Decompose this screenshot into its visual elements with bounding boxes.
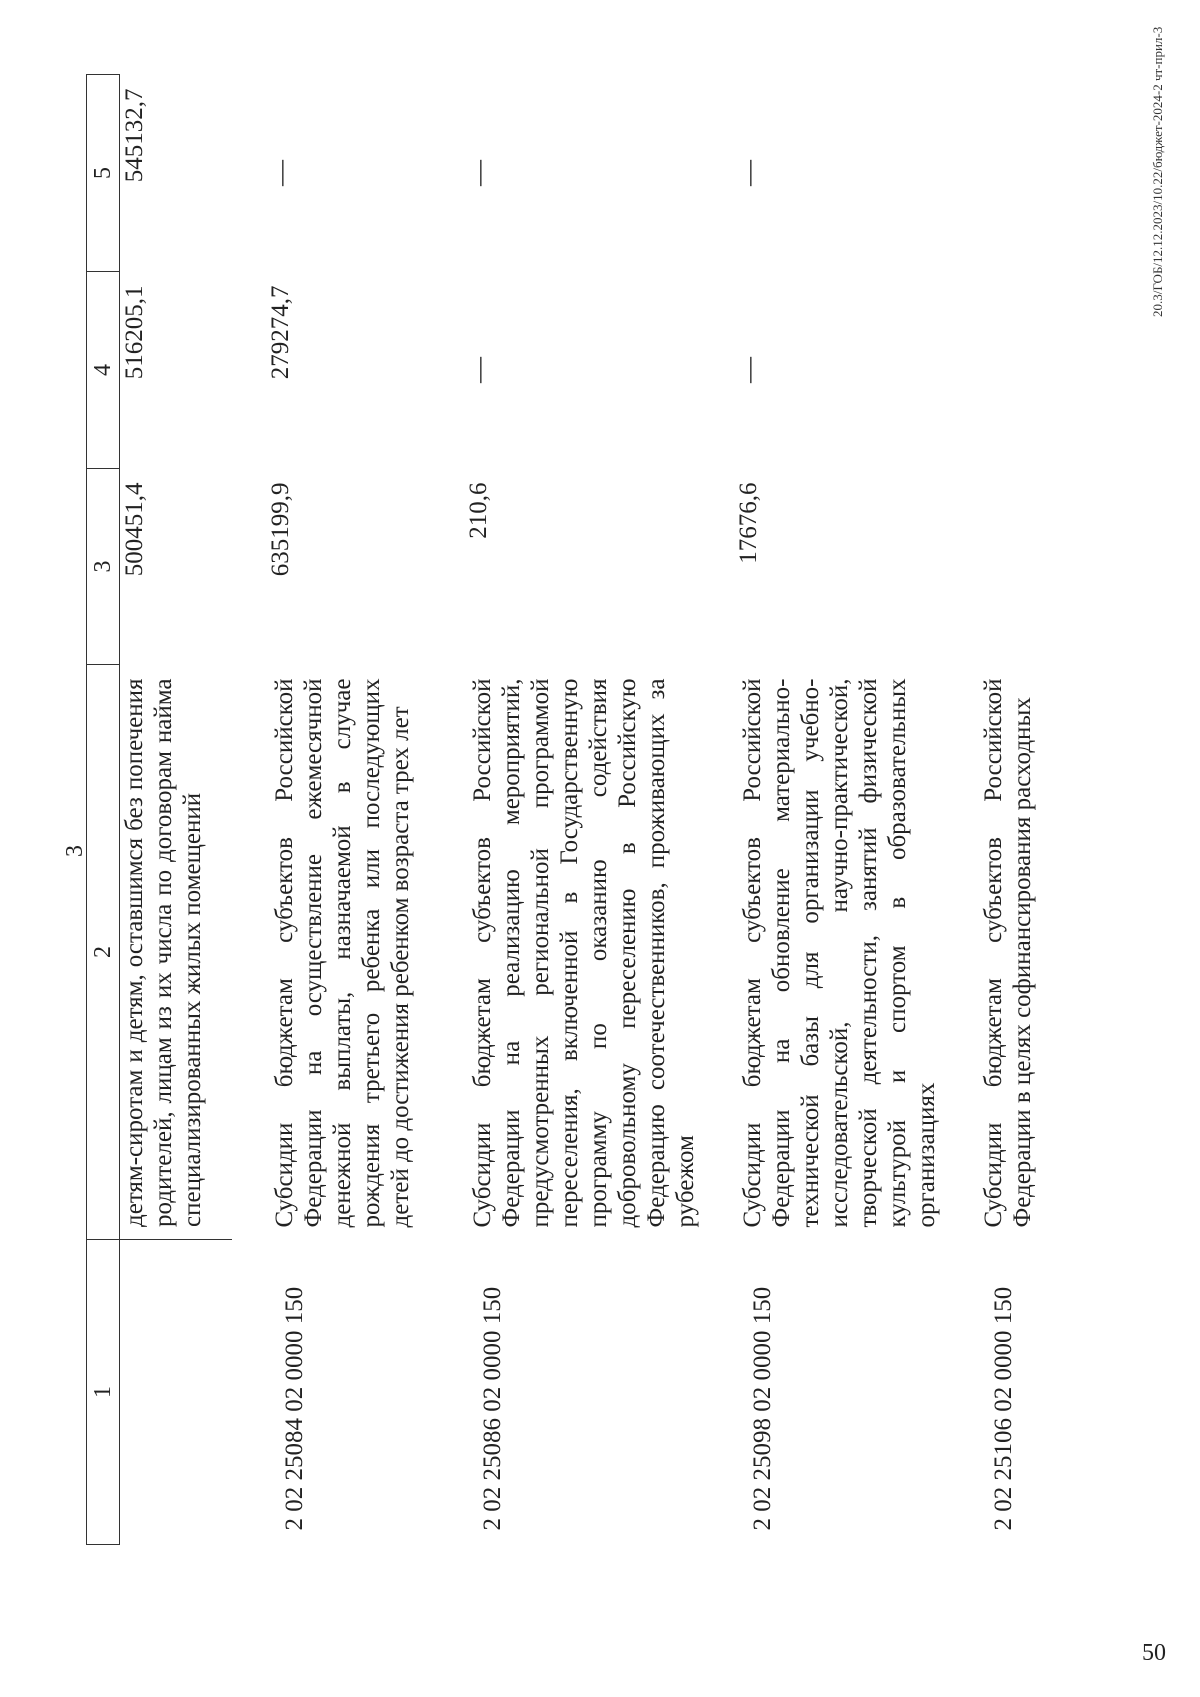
row-value-5: — bbox=[266, 160, 295, 186]
row-value-3 bbox=[975, 469, 1047, 665]
footer-document-code: 20.3/ГОБ/12.12.2023/10.22/бюджет-2024-2 чт-прил-3 bbox=[1150, 26, 1165, 317]
column-header-5: 5 bbox=[87, 75, 120, 272]
column-header-4: 4 bbox=[87, 272, 120, 469]
table-row bbox=[266, 75, 430, 1545]
table-row bbox=[464, 75, 700, 1545]
budget-table bbox=[86, 74, 1047, 1545]
row-value-4: 279274,7 bbox=[267, 285, 294, 380]
row-value-5: — bbox=[464, 160, 493, 186]
row-value-3: 635199,9 bbox=[267, 482, 294, 577]
row-description: Субсидии бюджетам субъектов Российской Федерации на реализацию мероприятий, предусмотренных региональной программой переселения, включенной в Государственную программу по оказанию содействия добровольному переселению в Российскую Федерацию соотечественников, проживающих за рубежом bbox=[469, 678, 699, 1228]
row-value-5 bbox=[975, 75, 1047, 272]
table-row bbox=[975, 75, 1047, 1545]
row-value-3: 210,6 bbox=[465, 482, 492, 539]
row-value-5: — bbox=[734, 160, 763, 186]
column-header-3: 3 bbox=[87, 469, 120, 665]
column-header-1: 1 bbox=[87, 1240, 120, 1545]
column-header-2: 2 bbox=[87, 665, 120, 1240]
row-code bbox=[120, 1240, 233, 1545]
row-description: Субсидии бюджетам субъектов Российской Федерации на осуществление ежемесячной денежной выплаты, назначаемой в случае рождения третьего ребенка или последующих детей до достижения ребенком возраста трех лет bbox=[271, 678, 414, 1228]
row-code: 2 02 25084 02 0000 150 bbox=[281, 1286, 308, 1531]
row-code: 2 02 25086 02 0000 150 bbox=[479, 1286, 506, 1531]
row-value-3: 500451,4 bbox=[121, 482, 148, 577]
row-value-3: 17676,6 bbox=[735, 482, 762, 564]
page-header-number: 3 bbox=[62, 845, 88, 857]
row-code: 2 02 25106 02 0000 150 bbox=[990, 1286, 1017, 1531]
page-number: 50 bbox=[1142, 1640, 1166, 1666]
table-row bbox=[120, 75, 233, 1545]
row-description: Субсидии бюджетам субъектов Российской Федерации на обновление материально-технической базы для организации учебно-исследовательской, научно-практической, творческой деятельности, занятий физической культурой и спортом в образовательных организациях bbox=[739, 678, 940, 1228]
row-value-4: 516205,1 bbox=[121, 285, 148, 380]
row-description: детям-сиротам и детям, оставшимся без попечения родителей, лицам из их числа по договорам найма специализированных жилых помещений bbox=[120, 665, 233, 1240]
row-description: Субсидии бюджетам субъектов Российской Федерации в целях софинансирования расходных bbox=[980, 678, 1036, 1228]
row-code: 2 02 25098 02 0000 150 bbox=[749, 1286, 776, 1531]
row-value-4 bbox=[975, 272, 1047, 469]
table-row bbox=[734, 75, 941, 1545]
row-value-4: — bbox=[464, 357, 493, 383]
table-header-row bbox=[87, 75, 120, 1545]
row-value-4: — bbox=[734, 357, 763, 383]
row-value-5: 545132,7 bbox=[121, 88, 148, 183]
